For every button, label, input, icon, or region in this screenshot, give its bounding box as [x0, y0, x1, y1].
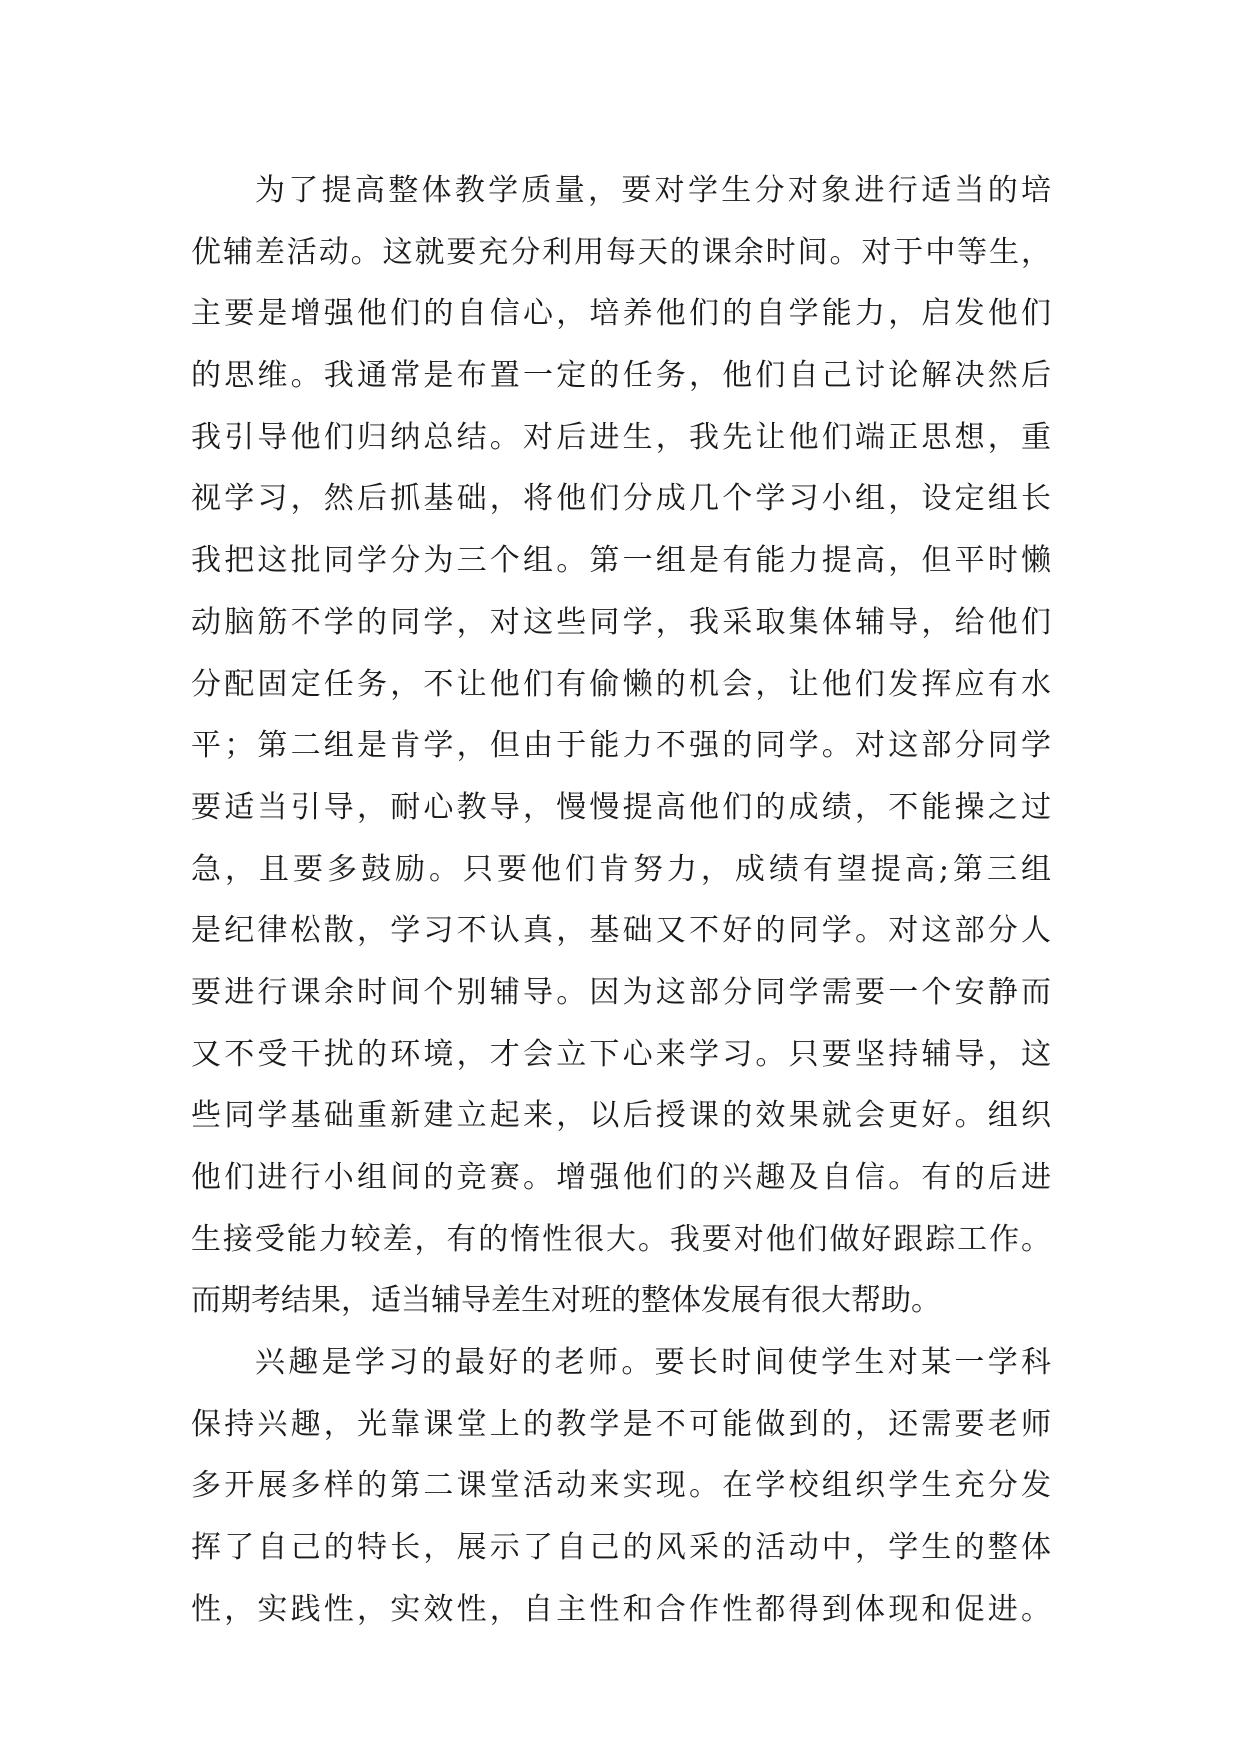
text-line: 兴趣是学习的最好的老师。要长时间使学生对某一学科 [255, 1345, 1051, 1381]
text-line: 保持兴趣，光靠课堂上的教学是不可能做到的，还需要老师 [191, 1406, 1051, 1442]
text-line: 多开展多样的第二课堂活动来实现。在学校组织学生充分发 [191, 1468, 1051, 1504]
text-line: 的思维。我通常是布置一定的任务，他们自己讨论解决然后 [191, 358, 1051, 394]
text-line: 优辅差活动。这就要充分利用每天的课余时间。对于中等生， [191, 234, 1051, 270]
text-line: 我把这批同学分为三个组。第一组是有能力提高，但平时懒 [191, 543, 1051, 579]
text-line: 要适当引导，耐心教导，慢慢提高他们的成绩，不能操之过 [191, 789, 1051, 825]
body-text [191, 160, 1051, 1641]
text-line: 又不受干扰的环境，才会立下心来学习。只要坚持辅导，这 [191, 1036, 1051, 1072]
text-line: 动脑筋不学的同学，对这些同学，我采取集体辅导，给他们 [191, 604, 1051, 640]
text-line: 是纪律松散，学习不认真，基础又不好的同学。对这部分人 [191, 913, 1051, 949]
text-line: 挥了自己的特长，展示了自己的风采的活动中，学生的整体 [191, 1530, 1051, 1566]
text-line: 分配固定任务，不让他们有偷懒的机会，让他们发挥应有水 [191, 666, 1051, 702]
text-line: 生接受能力较差，有的惰性很大。我要对他们做好跟踪工作。 [191, 1221, 1051, 1257]
text-line: 急，且要多鼓励。只要他们肯努力，成绩有望提高;第三组 [191, 851, 1051, 887]
text-line: 我引导他们归纳总结。对后进生，我先让他们端正思想，重 [191, 419, 1051, 455]
text-line: 而期考结果，适当辅导差生对班的整体发展有很大帮助。 [191, 1283, 941, 1319]
text-line: 平；第二组是肯学，但由于能力不强的同学。对这部分同学 [191, 728, 1051, 764]
paragraph-interest [191, 1332, 1051, 1640]
text-line: 为了提高整体教学质量，要对学生分对象进行适当的培 [255, 173, 1051, 208]
text-line: 他们进行小组间的竞赛。增强他们的兴趣及自信。有的后进 [191, 1160, 1051, 1195]
text-line: 视学习，然后抓基础，将他们分成几个学习小组，设定组长 [191, 481, 1051, 517]
text-line: 性，实践性，实效性，自主性和合作性都得到体现和促进。 [191, 1591, 1051, 1627]
text-line: 些同学基础重新建立起来，以后授课的效果就会更好。组织 [191, 1098, 1051, 1134]
paragraph-tutoring [191, 160, 1051, 1332]
text-line: 主要是增强他们的自信心，培养他们的自学能力，启发他们 [191, 296, 1051, 332]
text-line: 要进行课余时间个别辅导。因为这部分同学需要一个安静而 [191, 974, 1051, 1010]
